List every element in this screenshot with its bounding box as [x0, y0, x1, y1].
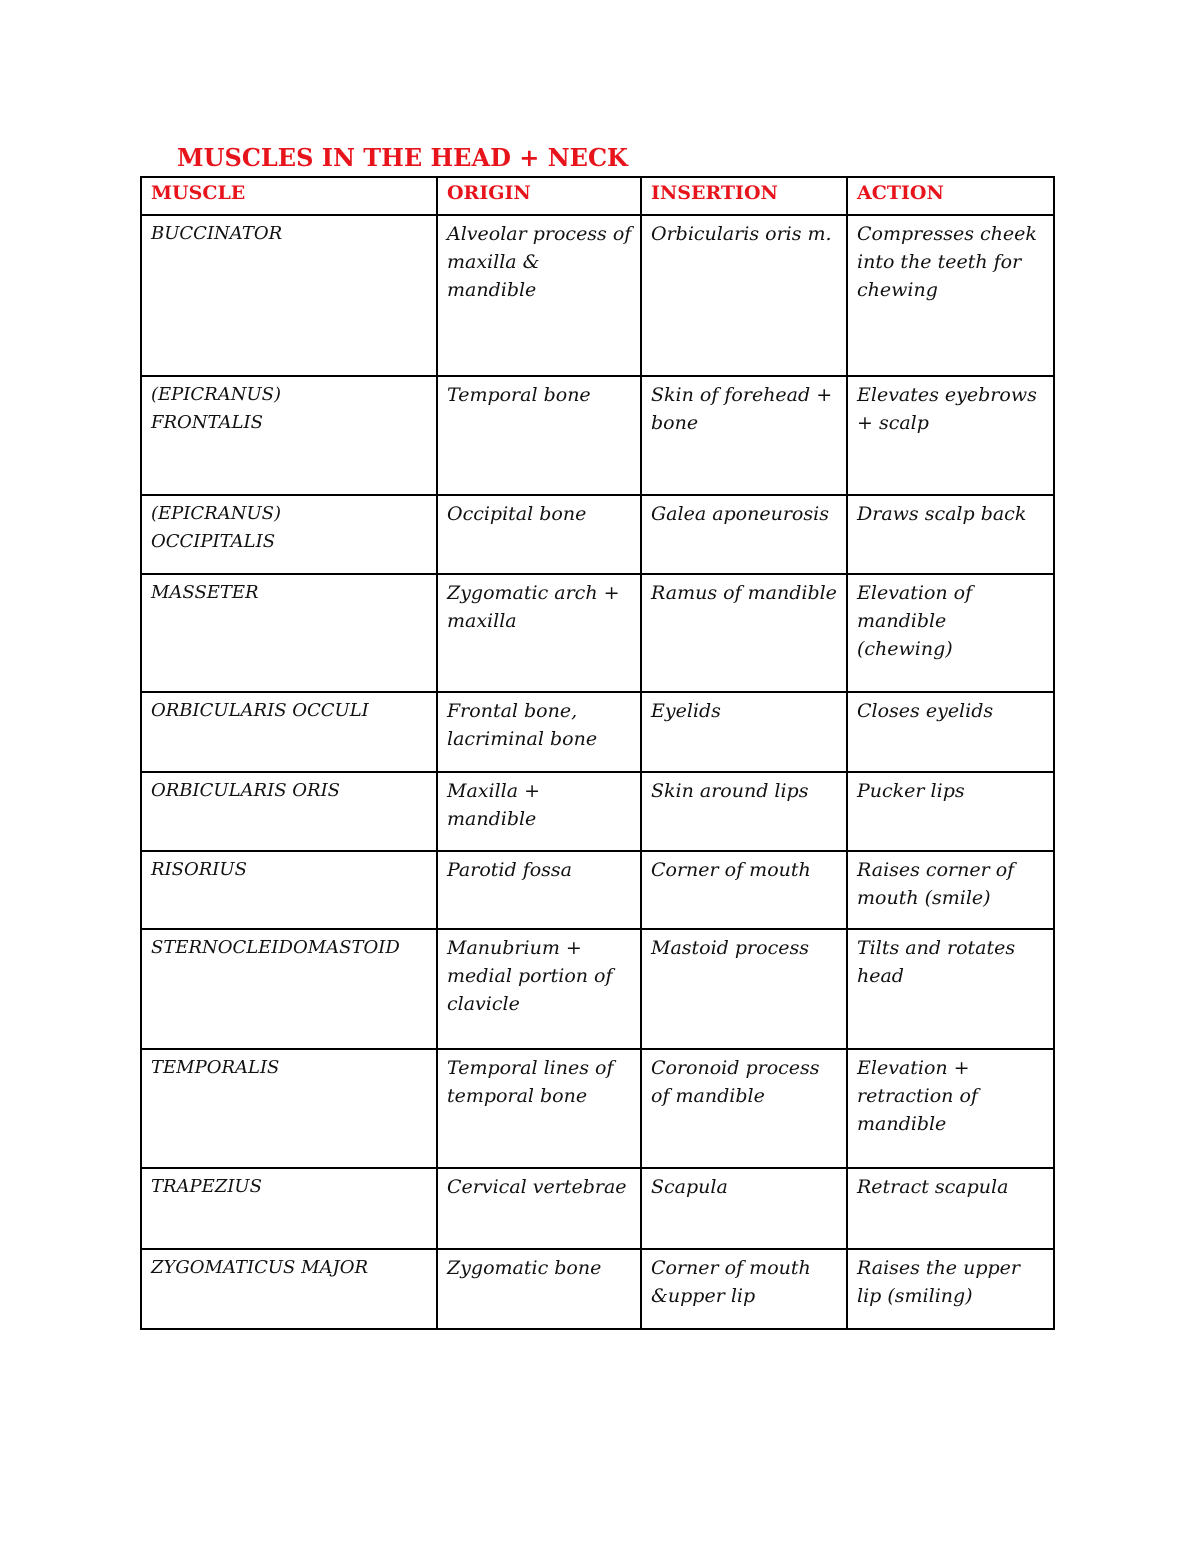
muscle-cell: TEMPORALIS	[141, 1049, 437, 1168]
muscle-cell: RISORIUS	[141, 851, 437, 929]
muscle-cell: (EPICRANUS) OCCIPITALIS	[141, 495, 437, 574]
muscle-cell: MASSETER	[141, 574, 437, 692]
muscle-cell: BUCCINATOR	[141, 215, 437, 376]
table-row	[141, 1168, 1054, 1249]
action-cell: Elevation of mandible (chewing)	[847, 574, 1054, 692]
muscle-cell: STERNOCLEIDOMASTOID	[141, 929, 437, 1049]
muscle-cell: ORBICULARIS ORIS	[141, 772, 437, 851]
table-header-row	[141, 177, 1054, 215]
action-cell: Tilts and rotates head	[847, 929, 1054, 1049]
action-cell: Raises the upper lip (smiling)	[847, 1249, 1054, 1329]
table-row	[141, 772, 1054, 851]
column-header-insertion: INSERTION	[641, 177, 847, 215]
insertion-cell: Skin of forehead + bone	[641, 376, 847, 495]
table-row	[141, 1049, 1054, 1168]
muscles-table	[140, 176, 1055, 1330]
column-header-muscle: MUSCLE	[141, 177, 437, 215]
insertion-cell: Eyelids	[641, 692, 847, 772]
insertion-cell: Corner of mouth	[641, 851, 847, 929]
origin-cell: Occipital bone	[437, 495, 641, 574]
action-cell: Retract scapula	[847, 1168, 1054, 1249]
table-row	[141, 376, 1054, 495]
insertion-cell: Ramus of mandible	[641, 574, 847, 692]
insertion-cell: Scapula	[641, 1168, 847, 1249]
origin-cell: Temporal bone	[437, 376, 641, 495]
page-title: MUSCLES IN THE HEAD + NECK	[177, 143, 628, 172]
table-row	[141, 851, 1054, 929]
muscle-cell: TRAPEZIUS	[141, 1168, 437, 1249]
origin-cell: Manubrium + medial portion of clavicle	[437, 929, 641, 1049]
table-row	[141, 215, 1054, 376]
muscle-cell: (EPICRANUS) FRONTALIS	[141, 376, 437, 495]
insertion-cell: Orbicularis oris m.	[641, 215, 847, 376]
muscle-cell: ZYGOMATICUS MAJOR	[141, 1249, 437, 1329]
action-cell: Draws scalp back	[847, 495, 1054, 574]
origin-cell: Zygomatic bone	[437, 1249, 641, 1329]
action-cell: Elevates eyebrows + scalp	[847, 376, 1054, 495]
table-row	[141, 929, 1054, 1049]
action-cell: Elevation + retraction of mandible	[847, 1049, 1054, 1168]
origin-cell: Cervical vertebrae	[437, 1168, 641, 1249]
action-cell: Closes eyelids	[847, 692, 1054, 772]
origin-cell: Zygomatic arch + maxilla	[437, 574, 641, 692]
action-cell: Pucker lips	[847, 772, 1054, 851]
origin-cell: Temporal lines of temporal bone	[437, 1049, 641, 1168]
insertion-cell: Mastoid process	[641, 929, 847, 1049]
origin-cell: Parotid fossa	[437, 851, 641, 929]
origin-cell: Alveolar process of maxilla & mandible	[437, 215, 641, 376]
insertion-cell: Galea aponeurosis	[641, 495, 847, 574]
origin-cell: Maxilla + mandible	[437, 772, 641, 851]
insertion-cell: Coronoid process of mandible	[641, 1049, 847, 1168]
insertion-cell: Corner of mouth &upper lip	[641, 1249, 847, 1329]
insertion-cell: Skin around lips	[641, 772, 847, 851]
column-header-origin: ORIGIN	[437, 177, 641, 215]
table-row	[141, 692, 1054, 772]
origin-cell: Frontal bone, lacriminal bone	[437, 692, 641, 772]
table-row	[141, 574, 1054, 692]
action-cell: Compresses cheek into the teeth for chewing	[847, 215, 1054, 376]
muscle-cell: ORBICULARIS OCCULI	[141, 692, 437, 772]
table-row	[141, 1249, 1054, 1329]
table-row	[141, 495, 1054, 574]
column-header-action: ACTION	[847, 177, 1054, 215]
action-cell: Raises corner of mouth (smile)	[847, 851, 1054, 929]
